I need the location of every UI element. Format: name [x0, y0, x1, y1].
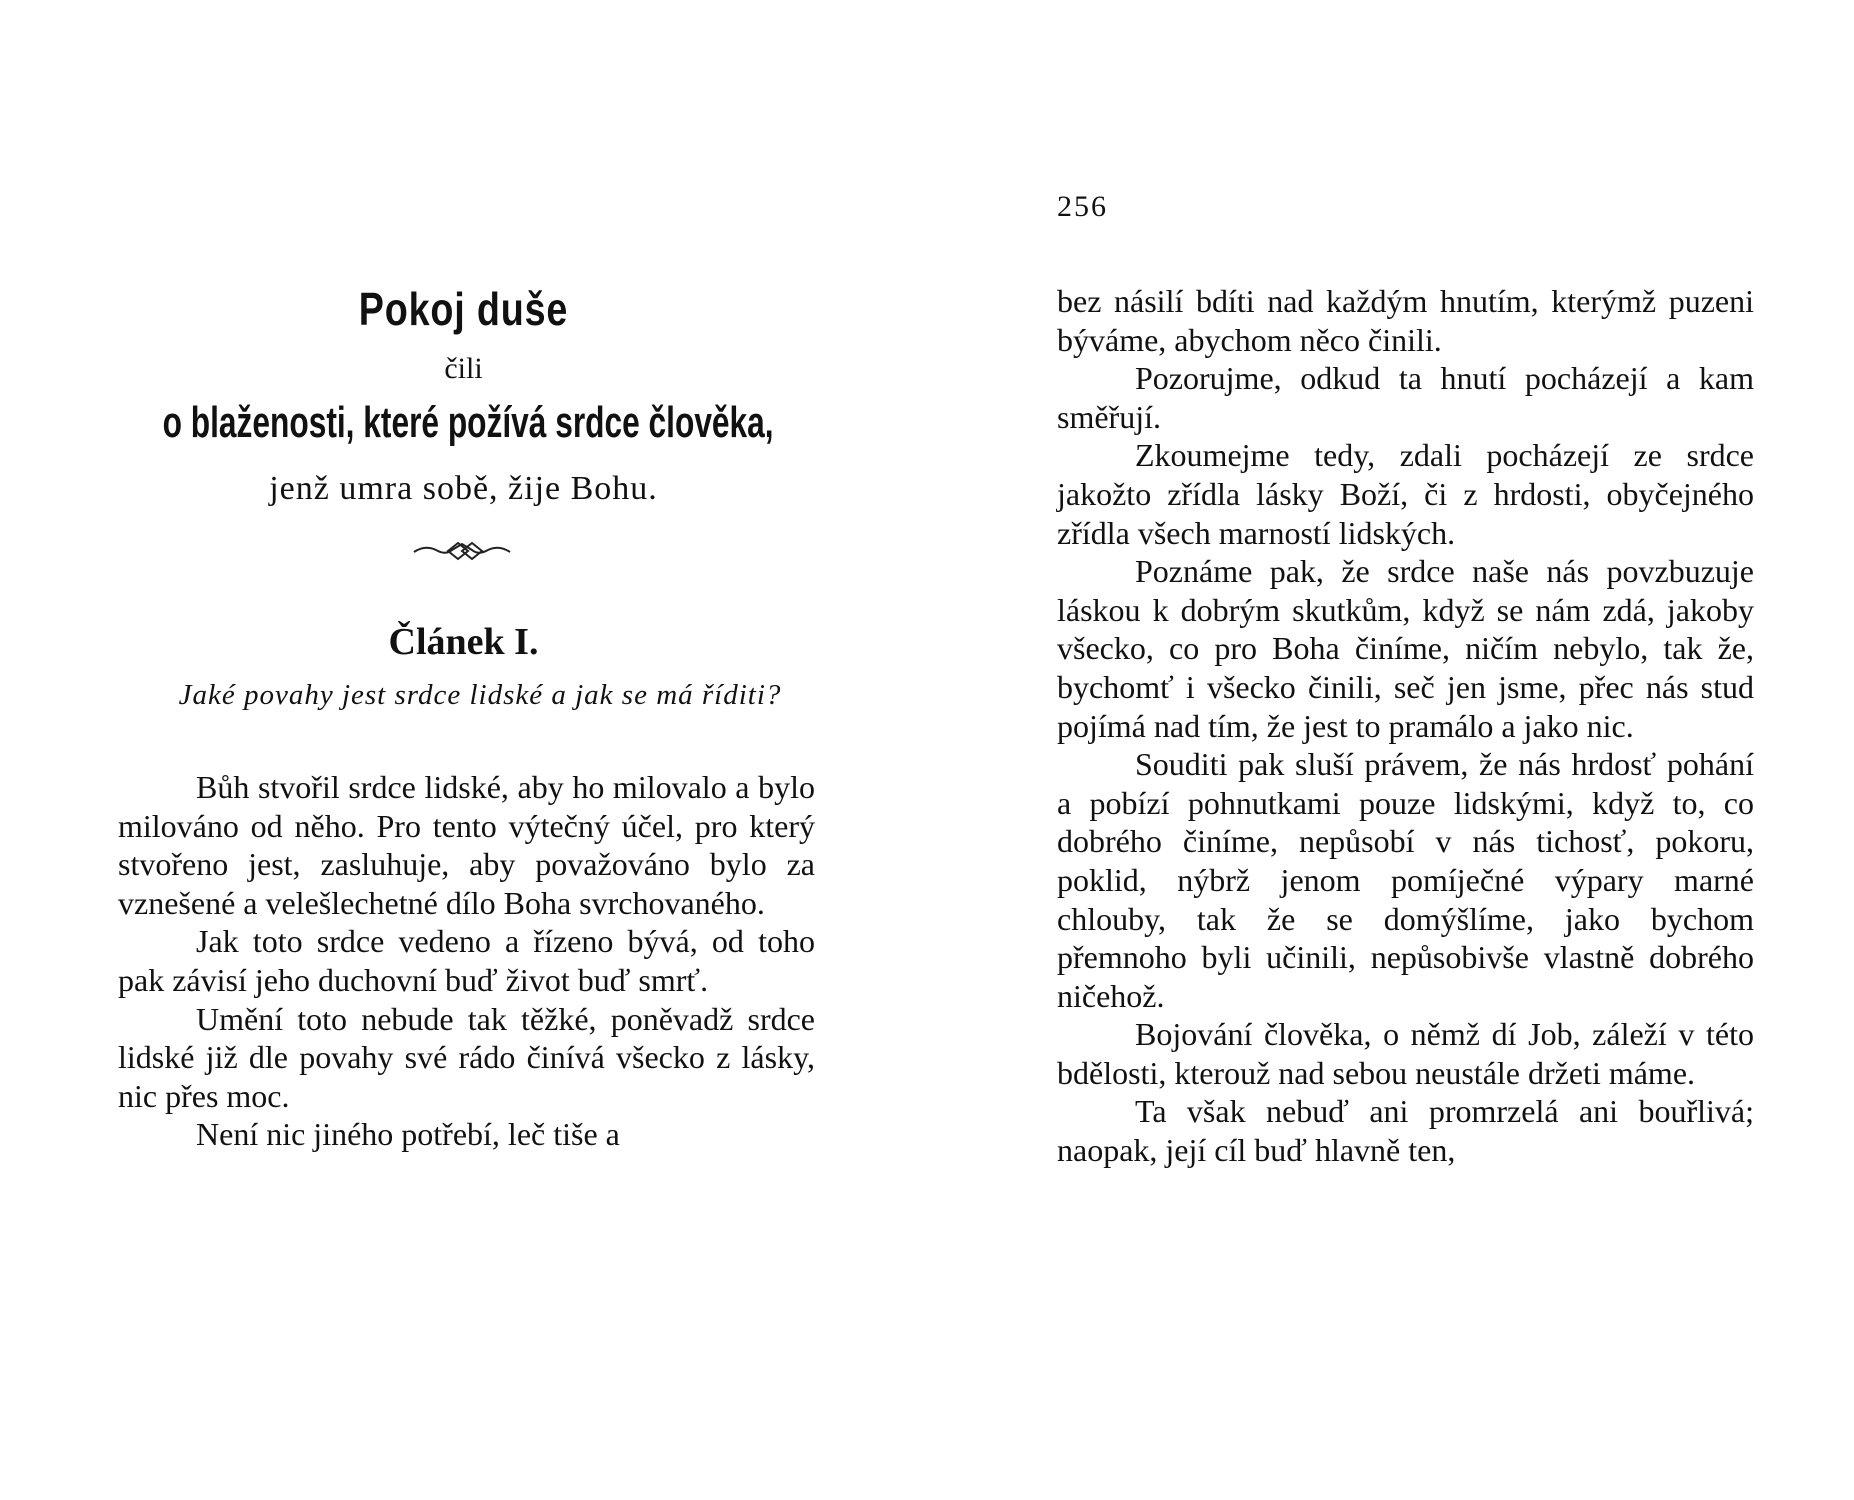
paragraph: Jak toto srdce vedeno a řízeno bývá, od toho pak závisí jeho duchovní buď život buď smrť. — [118, 923, 815, 998]
ornament-icon — [412, 536, 512, 570]
paragraph: Souditi pak sluší právem, že nás hrdosť pohání a pobízí pohnutkami pouze lidskými, když to, co dobrého činíme, nepůsobí v nás tichosť, pokoru, poklid, nýbrž jenom pomíječné výpary marné chlouby, tak že se domýšlíme, jako bychom přemnoho byli učinili, nepůsobivše vlastně dobrého ničehož. — [1057, 746, 1754, 1014]
paragraph: Poznáme pak, že srdce naše nás povzbuzuje láskou k dobrým skutkům, když se nám zdá, jakoby všecko, co pro Boha činíme, ničím nebylo, tak že, bychomť i všecko činili, seč jen jsme, přec nás stud pojímá nad tím, že jest to pramálo a jako nic. — [1057, 553, 1754, 744]
chapter-subtitle-line2: jenž umra sobě, žije Bohu. — [269, 470, 658, 507]
right-body-text — [1057, 282, 1754, 1170]
article-heading: Článek I. — [388, 621, 539, 663]
paragraph-continuation: bez násilí bdíti nad každým hnutím, kterýmž puzeni býváme, abychom něco činili. — [1057, 283, 1754, 358]
left-body-text — [118, 768, 815, 1154]
article-question: Jaké povahy jest srdce lidské a jak se má říditi? — [178, 679, 782, 711]
chapter-title: Pokoj duše — [358, 283, 569, 335]
right-page — [927, 0, 1854, 1500]
paragraph: Bojování člověka, o němž dí Job, záleží v této bdělosti, kterouž nad sebou neustále držeti máme. — [1057, 1016, 1754, 1091]
paragraph: Ta však nebuď ani promrzelá ani bouřlivá; naopak, její cíl buď hlavně ten, — [1057, 1093, 1754, 1169]
chapter-subtitle: o blaženosti, které požívá srdce člověka, — [162, 398, 774, 447]
paragraph: Zkoumejme tedy, zdali pocházejí ze srdce jakožto zřídla lásky Boží, či z hrdosti, obyčejného zřídla všech marností lidských. — [1057, 437, 1754, 551]
paragraph: Není nic jiného potřebí, leč tiše a — [196, 1116, 620, 1153]
paragraph: Bůh stvořil srdce lidské, aby ho milovalo a bylo milováno od něho. Pro tento výtečný účel, pro který stvořeno jest, zasluhuje, aby považováno bylo za vznešené a velešlechetné dílo Boha svrchovaného. — [118, 769, 815, 921]
chapter-conjunction: čili — [444, 352, 483, 385]
paragraph: Umění toto nebude tak těžké, poněvadž srdce lidské již dle povahy své rádo činívá všecko z lásky, nic přes moc. — [118, 1000, 815, 1114]
page-number: 256 — [1057, 190, 1108, 223]
paragraph: Pozorujme, odkud ta hnutí pocházejí a kam směřují. — [1057, 360, 1754, 435]
